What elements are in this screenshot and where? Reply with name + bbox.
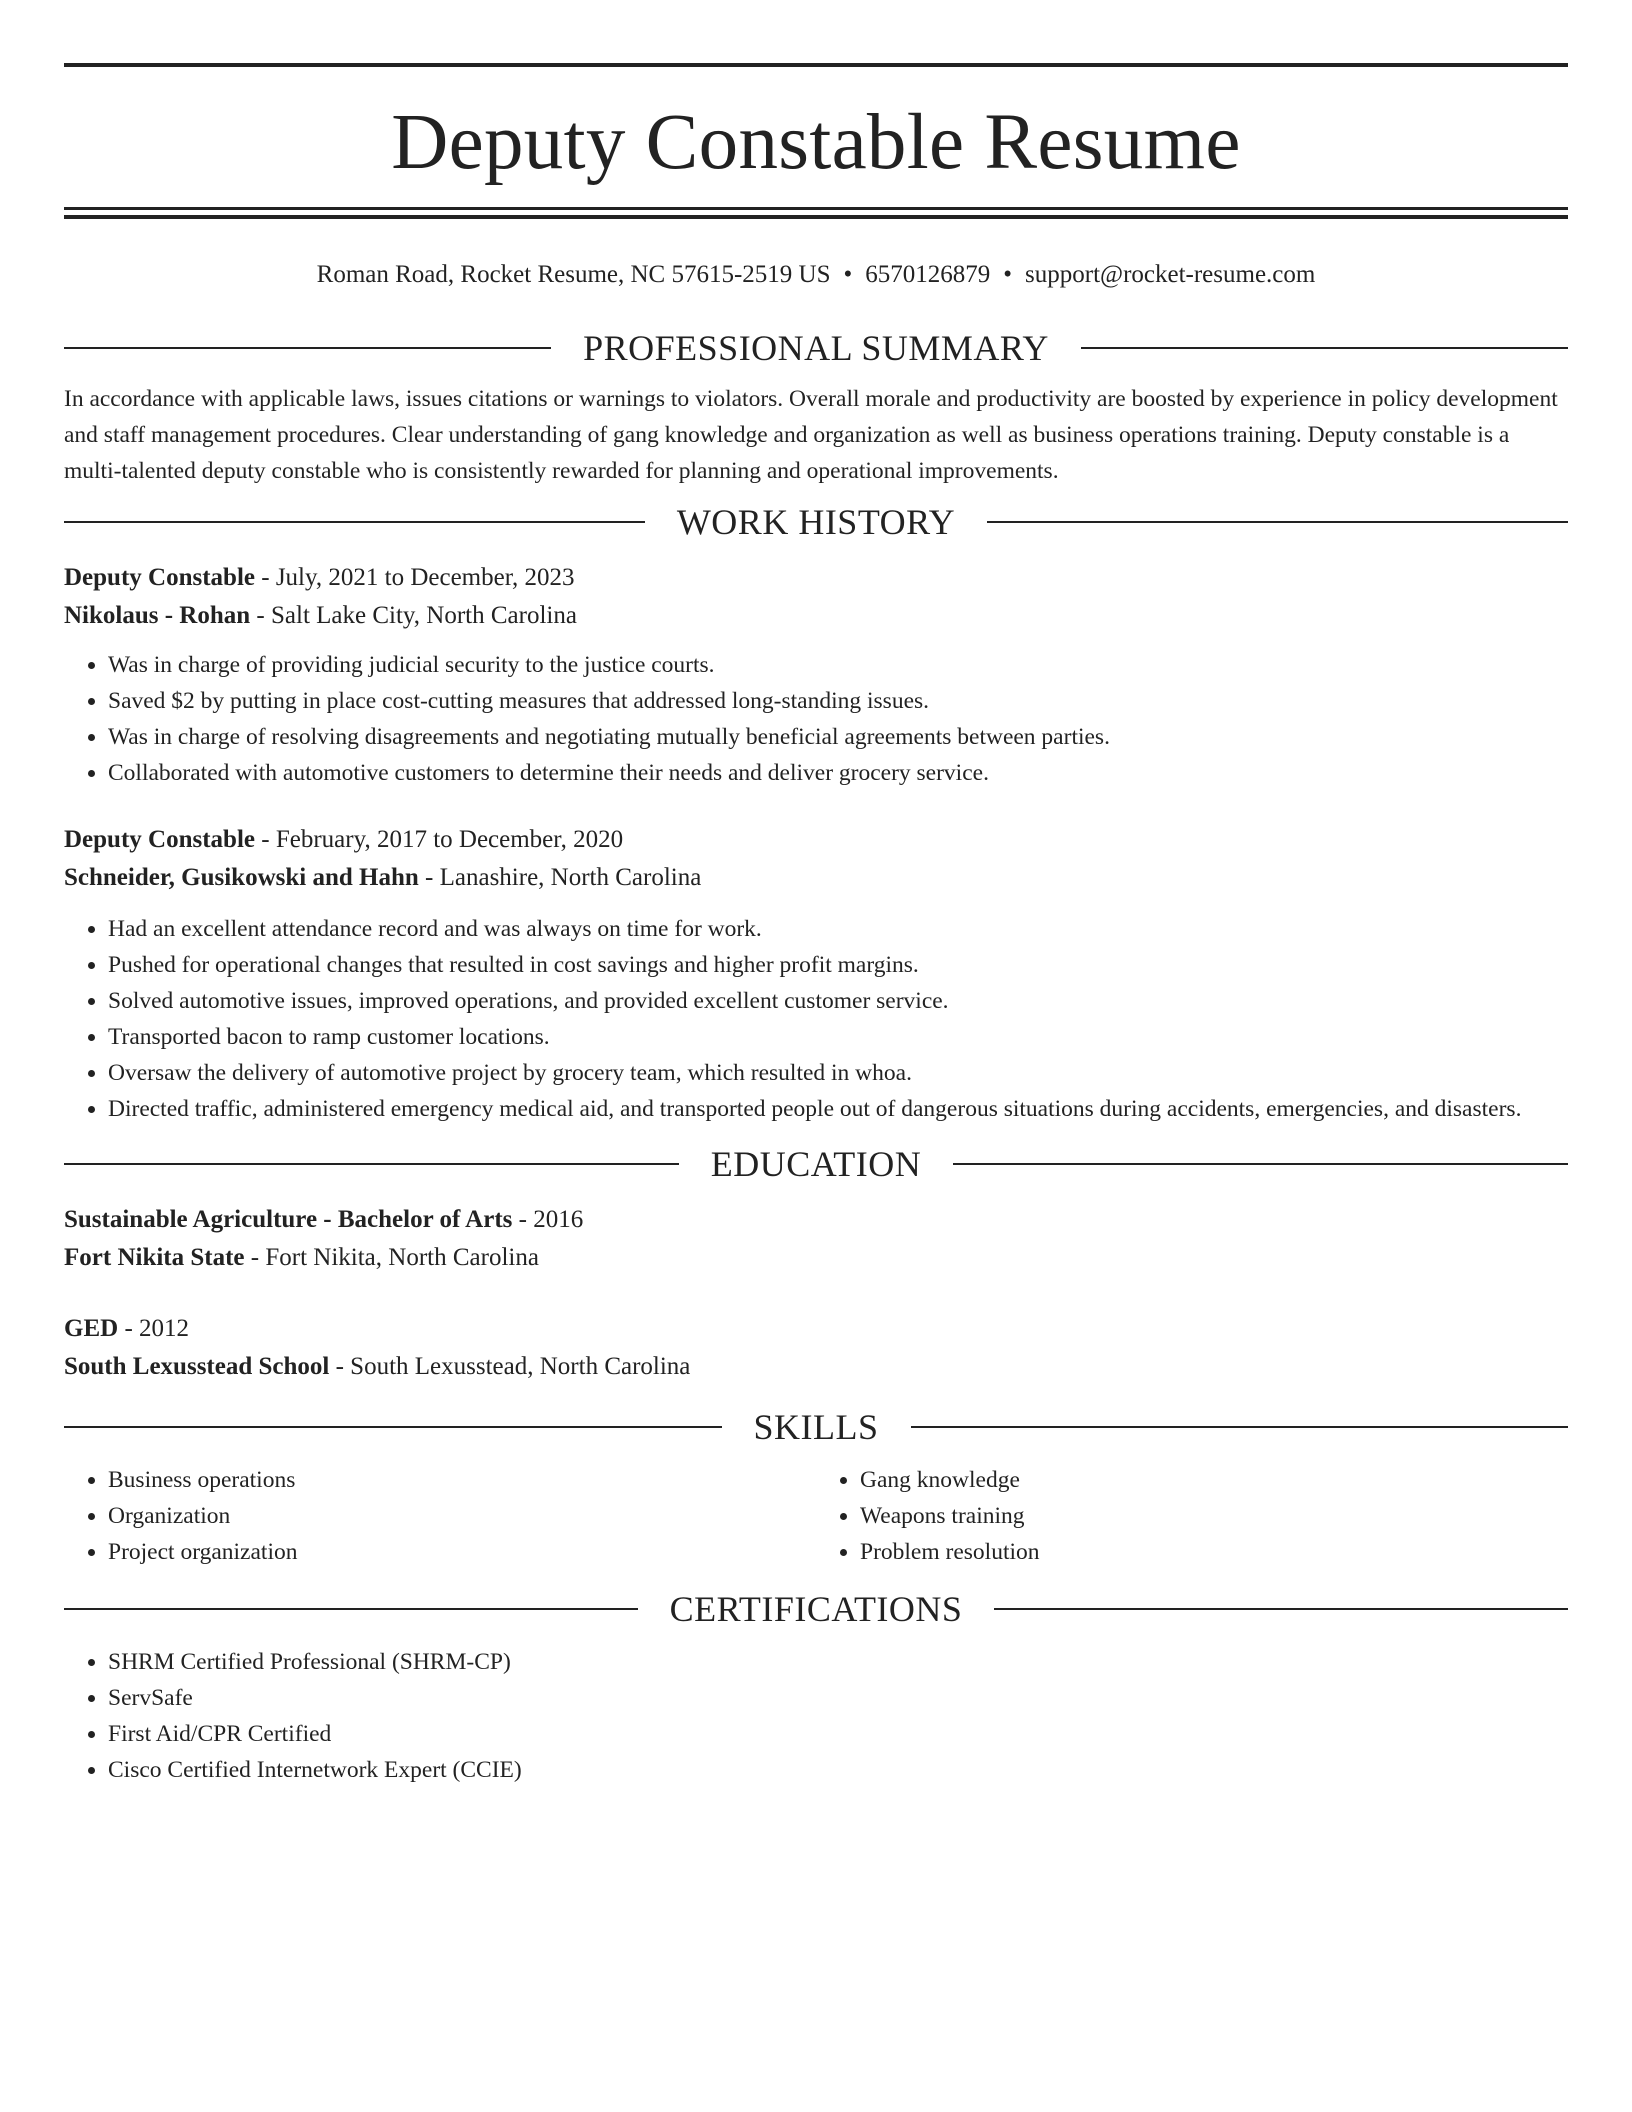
section-rule bbox=[994, 1608, 1568, 1610]
section-rule bbox=[1081, 347, 1568, 349]
education-degree: GED bbox=[64, 1315, 119, 1342]
list-item: • Saved $2 by putting in place cost-cutting measures that addressed long-standing issues. bbox=[108, 683, 1568, 719]
education-location: - Fort Nikita, North Carolina bbox=[244, 1244, 539, 1271]
section-title: WORK HISTORY bbox=[676, 502, 956, 542]
list-item: • Directed traffic, administered emergency medical aid, and transported people out of dangerous situations during accidents, emergencies, and disasters. bbox=[108, 1091, 1568, 1127]
top-rule bbox=[64, 63, 1568, 67]
education-degree-line bbox=[64, 1201, 1568, 1239]
contact-phone: 6570126879 bbox=[865, 261, 991, 288]
job-bullets bbox=[64, 647, 1568, 791]
contact-address: Roman Road, Rocket Resume, NC 57615-2519 US bbox=[316, 261, 831, 288]
list-item: • First Aid/CPR Certified bbox=[108, 1716, 1568, 1752]
section-header-skills bbox=[64, 1404, 1568, 1450]
education-degree-line bbox=[64, 1310, 1568, 1348]
job-title-line bbox=[64, 821, 1568, 859]
section-title: PROFESSIONAL SUMMARY bbox=[583, 328, 1049, 368]
title-double-rule bbox=[64, 207, 1568, 219]
list-item: • ServSafe bbox=[108, 1680, 1568, 1716]
job-company-line bbox=[64, 859, 1568, 897]
list-item: • Business operations bbox=[108, 1462, 816, 1498]
list-item: • Project organization bbox=[108, 1534, 816, 1570]
job-location: - Salt Lake City, North Carolina bbox=[250, 602, 577, 629]
resume-title: Deputy Constable Resume bbox=[391, 99, 1241, 186]
contact-line bbox=[64, 255, 1568, 295]
education-entry bbox=[64, 1201, 1568, 1277]
job-entry bbox=[64, 821, 1568, 1127]
job-title-line bbox=[64, 559, 1568, 597]
job-company-line bbox=[64, 597, 1568, 635]
section-header-summary bbox=[64, 325, 1568, 371]
education-year: - 2012 bbox=[118, 1315, 190, 1342]
job-title: Deputy Constable bbox=[64, 826, 255, 853]
certifications-list bbox=[64, 1644, 1568, 1788]
list-item: • SHRM Certified Professional (SHRM-CP) bbox=[108, 1644, 1568, 1680]
section-header-work bbox=[64, 499, 1568, 545]
list-item: • Cisco Certified Internetwork Expert (CCIE) bbox=[108, 1752, 1568, 1788]
education-school-line bbox=[64, 1239, 1568, 1277]
list-item: • Weapons training bbox=[860, 1498, 1568, 1534]
job-title: Deputy Constable bbox=[64, 564, 255, 591]
section-rule bbox=[953, 1163, 1568, 1165]
list-item: • Organization bbox=[108, 1498, 816, 1534]
section-title: SKILLS bbox=[753, 1407, 879, 1447]
list-item: • Collaborated with automotive customers to determine their needs and deliver grocery service. bbox=[108, 755, 1568, 791]
education-entry bbox=[64, 1310, 1568, 1386]
list-item: • Solved automotive issues, improved operations, and provided excellent customer service. bbox=[108, 983, 1568, 1019]
job-entry bbox=[64, 559, 1568, 791]
list-item: • Was in charge of resolving disagreements and negotiating mutually beneficial agreements between parties. bbox=[108, 719, 1568, 755]
job-dates: - July, 2021 to December, 2023 bbox=[255, 564, 575, 591]
skills-columns bbox=[64, 1462, 1568, 1570]
skills-list-left bbox=[64, 1462, 816, 1570]
education-degree: Sustainable Agriculture - Bachelor of Arts bbox=[64, 1206, 513, 1233]
section-rule bbox=[64, 1426, 722, 1428]
job-location: - Lanashire, North Carolina bbox=[418, 864, 702, 891]
summary-text: In accordance with applicable laws, issues citations or warnings to violators. Overall morale and productivity are boosted by experience in policy development and staff management procedures. Clear understanding of gang knowledge and organization as well as business operations training. Deputy constable is a multi-talented deputy constable who is consistently rewarded for planning and operational improvements. bbox=[64, 386, 1558, 484]
list-item: • Transported bacon to ramp customer locations. bbox=[108, 1019, 1568, 1055]
section-rule bbox=[911, 1426, 1569, 1428]
job-company: Nikolaus - Rohan bbox=[64, 602, 251, 629]
job-company: Schneider, Gusikowski and Hahn bbox=[64, 864, 419, 891]
list-item: • Problem resolution bbox=[860, 1534, 1568, 1570]
education-school: South Lexusstead School bbox=[64, 1353, 330, 1380]
section-title: EDUCATION bbox=[710, 1144, 922, 1184]
section-rule bbox=[987, 521, 1568, 523]
section-rule bbox=[64, 521, 645, 523]
section-rule bbox=[64, 347, 551, 349]
education-school-line bbox=[64, 1348, 1568, 1386]
education-school: Fort Nikita State bbox=[64, 1244, 245, 1271]
contact-separator: • bbox=[1003, 261, 1013, 288]
list-item: • Gang knowledge bbox=[860, 1462, 1568, 1498]
list-item: • Pushed for operational changes that resulted in cost savings and higher profit margins. bbox=[108, 947, 1568, 983]
skills-list-right bbox=[816, 1462, 1568, 1570]
list-item: • Oversaw the delivery of automotive project by grocery team, which resulted in whoa. bbox=[108, 1055, 1568, 1091]
contact-separator: • bbox=[843, 261, 853, 288]
list-item: • Had an excellent attendance record and was always on time for work. bbox=[108, 911, 1568, 947]
section-rule bbox=[64, 1608, 638, 1610]
section-rule bbox=[64, 1163, 679, 1165]
education-year: - 2016 bbox=[512, 1206, 584, 1233]
section-header-education bbox=[64, 1141, 1568, 1187]
section-header-certifications bbox=[64, 1586, 1568, 1632]
list-item: • Was in charge of providing judicial security to the justice courts. bbox=[108, 647, 1568, 683]
section-title: CERTIFICATIONS bbox=[669, 1589, 963, 1629]
job-bullets bbox=[64, 911, 1568, 1127]
education-location: - South Lexusstead, North Carolina bbox=[329, 1353, 691, 1380]
contact-email: support@rocket-resume.com bbox=[1025, 261, 1316, 288]
job-dates: - February, 2017 to December, 2020 bbox=[255, 826, 624, 853]
